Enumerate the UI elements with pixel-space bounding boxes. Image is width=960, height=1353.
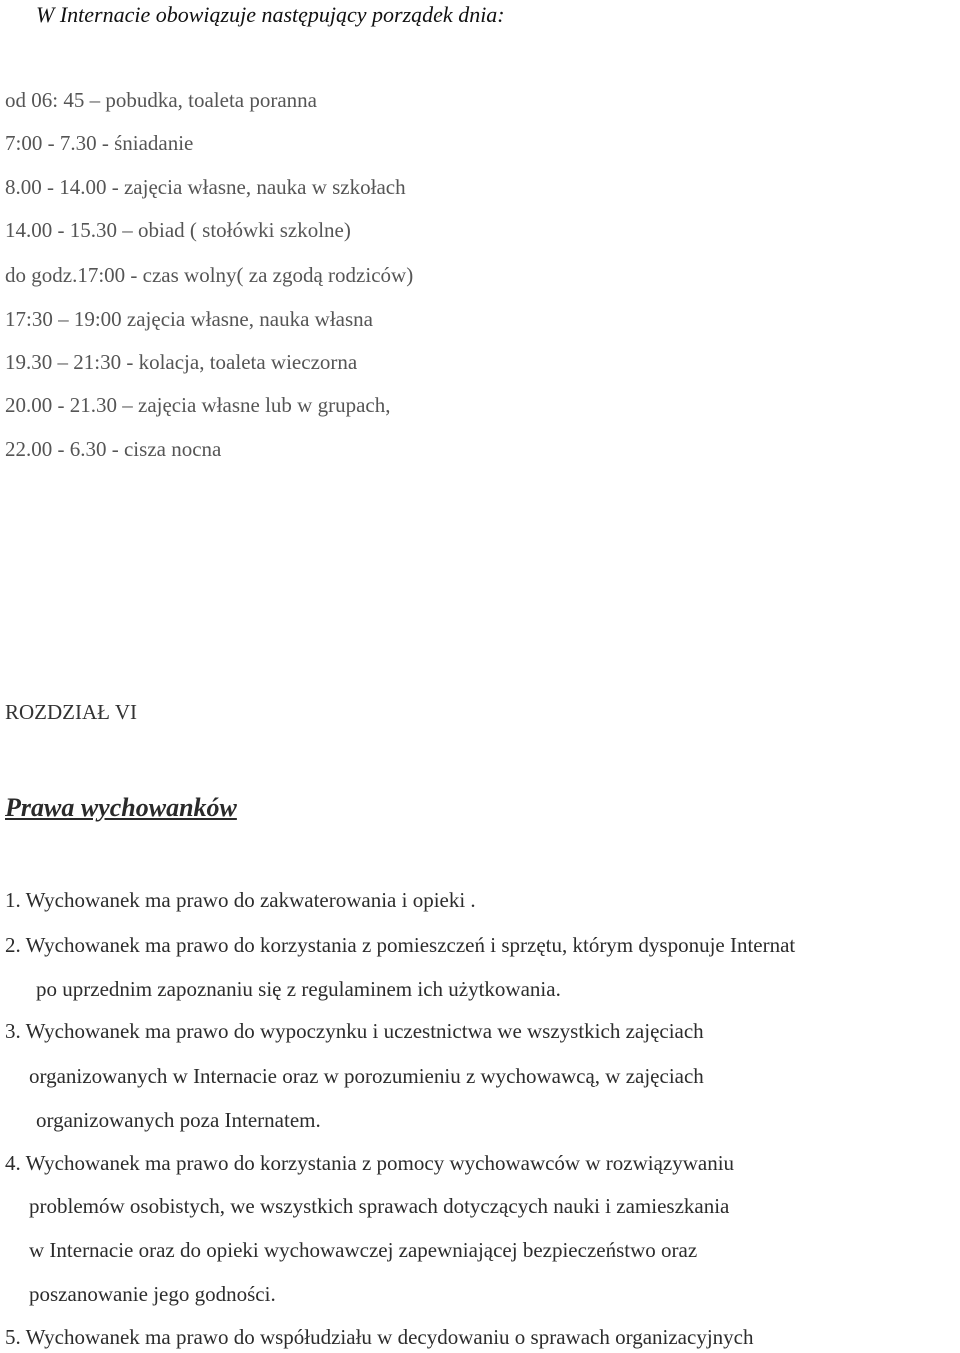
schedule-item: 19.30 – 21:30 - kolacja, toaleta wieczorna [5,350,358,374]
list-item-continuation: organizowanych poza Internatem. [36,1108,321,1132]
list-item: 5. Wychowanek ma prawo do współudziału w decydowaniu o sprawach organizacyjnych [5,1325,754,1349]
schedule-item: do godz.17:00 - czas wolny( za zgodą rodziców) [5,263,414,287]
schedule-item: 14.00 - 15.30 – obiad ( stołówki szkolne) [5,218,351,242]
list-item-continuation: w Internacie oraz do opieki wychowawczej zapewniającej bezpieczeństwo oraz [29,1238,698,1262]
list-item: 1. Wychowanek ma prawo do zakwaterowania i opieki . [5,888,476,912]
chapter-heading: ROZDZIAŁ VI [5,700,138,724]
schedule-item: 7:00 - 7.30 - śniadanie [5,131,194,155]
schedule-item: od 06: 45 – pobudka, toaleta poranna [5,88,318,112]
list-item-continuation: problemów osobistych, we wszystkich sprawach dotyczących nauki i zamieszkania [29,1194,730,1218]
list-item-continuation: poszanowanie jego godności. [29,1282,276,1306]
list-item-continuation: organizowanych w Internacie oraz w porozumieniu z wychowawcą, w zajęciach [29,1064,704,1088]
intro-heading: W Internacie obowiązuje następujący porządek dnia: [36,2,505,27]
section-title: Prawa wychowanków [5,793,237,822]
list-item-continuation: po uprzednim zapoznaniu się z regulaminem ich użytkowania. [36,977,561,1001]
schedule-item: 22.00 - 6.30 - cisza nocna [5,437,222,461]
schedule-item: 8.00 - 14.00 - zajęcia własne, nauka w szkołach [5,175,406,199]
list-item: 2. Wychowanek ma prawo do korzystania z pomieszczeń i sprzętu, którym dysponuje Internat [5,933,796,957]
list-item: 4. Wychowanek ma prawo do korzystania z pomocy wychowawców w rozwiązywaniu [5,1151,735,1175]
schedule-item: 17:30 – 19:00 zajęcia własne, nauka własna [5,307,373,331]
list-item: 3. Wychowanek ma prawo do wypoczynku i uczestnictwa we wszystkich zajęciach [5,1019,704,1043]
schedule-item: 20.00 - 21.30 – zajęcia własne lub w grupach, [5,393,391,417]
